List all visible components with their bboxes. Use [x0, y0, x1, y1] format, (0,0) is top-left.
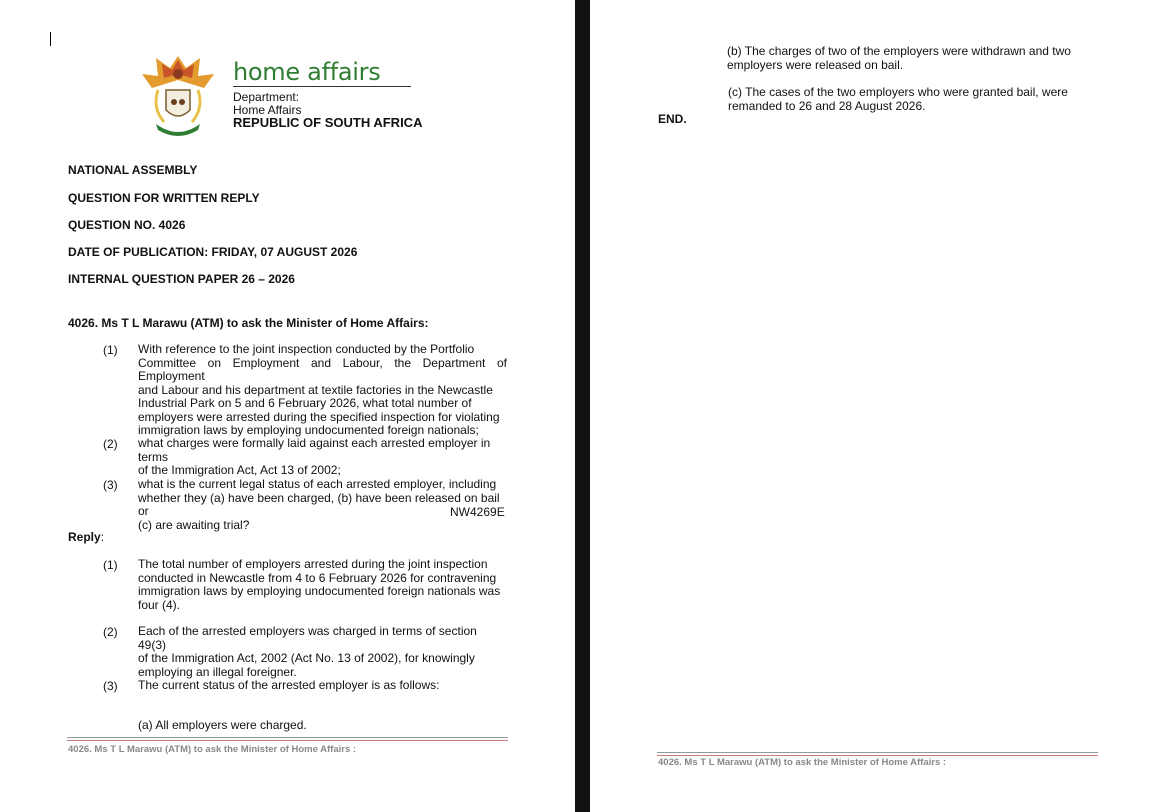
- assembly-heading: NATIONAL ASSEMBLY: [68, 163, 198, 177]
- line: (b) The charges of two of the employers were withdrawn and two: [727, 44, 1071, 58]
- dept-line-3: REPUBLIC OF SOUTH AFRICA: [233, 115, 423, 130]
- footer-text: 4026. Ms T L Marawu (ATM) to ask the Minister of Home Affairs :: [68, 744, 357, 755]
- question-code: NW4269E: [450, 505, 505, 519]
- line: and Labour and his department at textile factories in the Newcastle: [138, 382, 493, 397]
- line: employers were released on bail.: [727, 57, 904, 72]
- text-cursor: [50, 32, 51, 46]
- question-part-1: [138, 343, 507, 438]
- footer-rule: [657, 755, 1098, 756]
- reply-part-2: [138, 625, 507, 679]
- line: immigration laws by employing undocumented foreign nationals;: [138, 423, 479, 437]
- line: The current status of the arrested employer is as follows:: [138, 678, 440, 692]
- reply-part-number: (1): [103, 558, 118, 572]
- footer-text: 4026. Ms T L Marawu (ATM) to ask the Minister of Home Affairs :: [658, 757, 947, 768]
- reply-part-3: [138, 679, 507, 693]
- question-number: QUESTION NO. 4026: [68, 218, 186, 232]
- reply-part-number: (3): [103, 679, 118, 693]
- internal-paper: INTERNAL QUESTION PAPER 26 – 2026: [68, 272, 295, 286]
- line: whether they (a) have been charged, (b) have been released on bail or: [138, 490, 500, 518]
- line: (c) The cases of the two employers who were granted bail, were: [728, 85, 1068, 99]
- line: conducted in Newcastle from 4 to 6 February 2026 for contravening: [138, 570, 497, 585]
- question-part-number: (2): [103, 437, 118, 451]
- question-part-number: (3): [103, 478, 118, 492]
- reply-part-number: (2): [103, 625, 118, 639]
- line: Committee on Employment and Labour, the Department of Employment: [138, 355, 507, 383]
- dept-line-2: Home Affairs: [233, 103, 302, 117]
- reply-sub-b: [727, 45, 1087, 72]
- reply-sub-c: [728, 86, 1088, 113]
- reply-type-heading: QUESTION FOR WRITTEN REPLY: [68, 191, 260, 205]
- line: employers were arrested during the specified inspection for violating: [138, 409, 500, 424]
- reply-label-text: Reply: [68, 530, 101, 544]
- coat-of-arms-logo: [138, 50, 218, 140]
- question-part-number: (1): [103, 343, 118, 357]
- reply-part-1: [138, 558, 507, 612]
- line: With reference to the joint inspection conducted by the Portfolio: [138, 342, 475, 356]
- line: employing an illegal foreigner.: [138, 664, 297, 679]
- line: (c) are awaiting trial?: [138, 517, 250, 532]
- question-heading: 4026. Ms T L Marawu (ATM) to ask the Minister of Home Affairs:: [68, 316, 429, 330]
- brand-underline: [233, 86, 411, 87]
- question-part-2: [138, 437, 507, 478]
- line: immigration laws by employing undocumented foreign nationals was: [138, 584, 501, 598]
- line: what is the current legal status of each arrested employer, including: [138, 477, 497, 491]
- line: The total number of employers arrested during the joint inspection: [138, 557, 488, 571]
- line: of the Immigration Act, Act 13 of 2002;: [138, 463, 341, 477]
- line: Industrial Park on 5 and 6 February 2026, what total number of: [138, 396, 472, 410]
- end-marker: END.: [658, 112, 687, 126]
- reply-label-colon: :: [100, 530, 105, 544]
- reply-sub-a: (a) All employers were charged.: [138, 718, 307, 732]
- document-page-2: [590, 0, 1165, 812]
- page-separator: [575, 0, 590, 812]
- line: of the Immigration Act, 2002 (Act No. 13 of 2002), for knowingly: [138, 651, 475, 665]
- footer-rule: [657, 752, 1098, 753]
- dept-line-1: Department:: [233, 90, 300, 104]
- footer-rule: [67, 737, 508, 738]
- line: four (4).: [138, 597, 181, 612]
- line: what charges were formally laid against each arrested employer in terms: [138, 436, 491, 464]
- publication-date: DATE OF PUBLICATION: FRIDAY, 07 AUGUST 2026: [68, 245, 358, 259]
- document-page-1: [0, 0, 575, 812]
- brand-title: home affairs: [233, 58, 381, 86]
- line: Each of the arrested employers was charged in terms of section 49(3): [138, 624, 477, 652]
- reply-label: [68, 531, 104, 545]
- line: remanded to 26 and 28 August 2026.: [728, 98, 926, 113]
- footer-rule: [67, 740, 508, 741]
